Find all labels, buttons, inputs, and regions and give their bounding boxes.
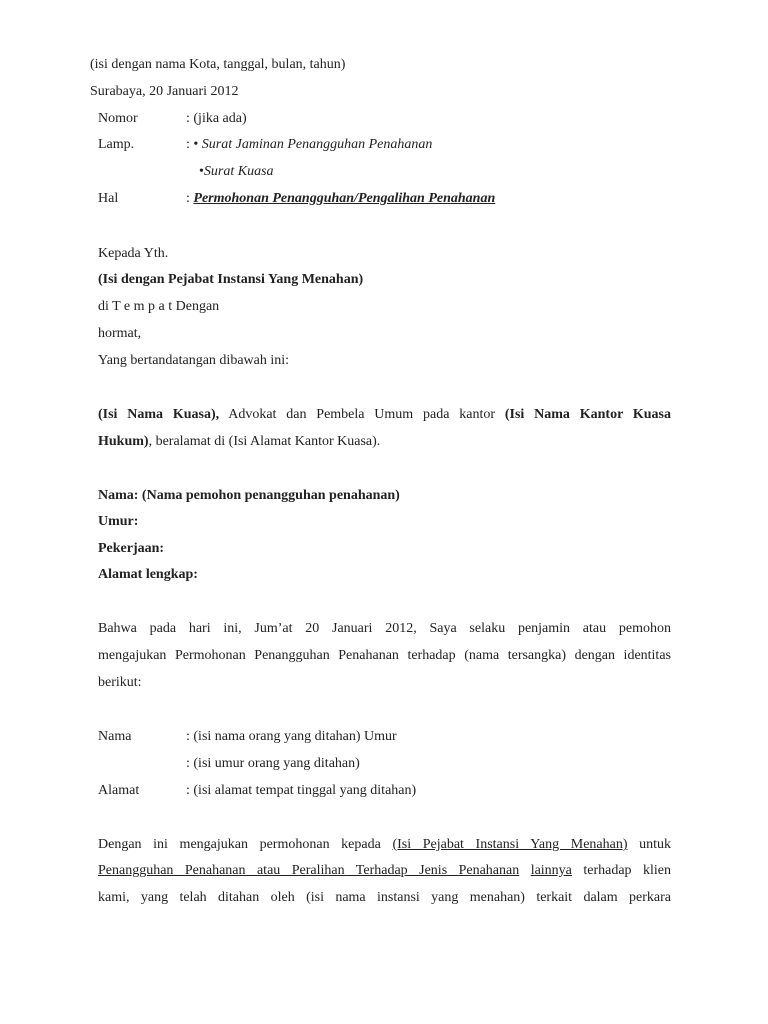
closing-line-3: kami, yang telah ditahan oleh (isi nama instansi yang menahan) terkait dalam perkara	[98, 890, 671, 905]
tersangka-nama-label: Nama	[98, 729, 132, 744]
pemohon-pekerjaan: Pekerjaan:	[98, 541, 165, 556]
lamp-item2-text: Surat Kuasa	[203, 164, 274, 179]
tersangka-nama-value: : (isi nama orang yang ditahan) Umur	[186, 729, 397, 744]
lamp-item1-text: Surat Jaminan Penangguhan Penahanan	[201, 137, 433, 152]
closing-lainnya: lainnya	[530, 863, 572, 878]
nomor-label: Nomor	[98, 111, 138, 126]
lamp-bullet: •	[199, 164, 204, 179]
bahwa-line-1: Bahwa pada hari ini, Jum’at 20 Januari 2012, Saya selaku penjamin atau pemohon	[98, 621, 671, 636]
kantor-name-cont: Hukum)	[98, 434, 149, 449]
pemohon-umur: Umur:	[98, 514, 139, 529]
lamp-item-1	[186, 136, 432, 154]
closing-line-1	[98, 836, 671, 854]
kantor-name: (Isi Nama Kantor Kuasa	[504, 407, 671, 422]
hal-colon: :	[186, 191, 190, 206]
addressee-pejabat: (Isi dengan Pejabat Instansi Yang Menahan)	[98, 272, 364, 287]
closing-pejabat: (Isi Pejabat Instansi Yang Menahan)	[392, 837, 628, 852]
lamp-label: Lamp.	[98, 137, 135, 152]
advokat-line-1	[98, 406, 671, 424]
closing-text-1b: untuk	[627, 837, 672, 852]
hal-label: Hal	[98, 191, 119, 206]
hormat: hormat,	[98, 326, 142, 341]
advokat-address: , beralamat di (Isi Alamat Kantor Kuasa).	[148, 434, 381, 449]
kepada-yth: Kepada Yth.	[98, 246, 169, 261]
bahwa-line-2: mengajukan Permohonan Penangguhan Penahanan terhadap (nama tersangka) dengan identitas	[98, 648, 671, 663]
pemohon-alamat: Alamat lengkap:	[98, 567, 198, 582]
lamp-item-2	[199, 163, 274, 181]
lamp-prefix: : •	[186, 137, 199, 152]
closing-penangguhan: Penangguhan Penahanan atau Peralihan Terhadap Jenis Penahanan	[98, 863, 520, 878]
closing-text-1a: Dengan ini mengajukan permohonan kepada	[98, 837, 393, 852]
closing-line-2	[98, 862, 671, 880]
bahwa-line-3: berikut:	[98, 675, 142, 690]
advokat-line-2	[98, 433, 380, 451]
kuasa-name: (Isi Nama Kuasa),	[98, 407, 220, 422]
pemohon-nama: Nama: (Nama pemohon penangguhan penahanan)	[98, 488, 400, 503]
closing-space	[519, 863, 530, 878]
di-tempat: di T e m p a t Dengan	[98, 299, 220, 314]
hal-value: Permohonan Penangguhan/Pengalihan Penahanan	[193, 191, 496, 206]
nomor-value: : (jika ada)	[186, 111, 247, 126]
closing-text-2b: terhadap klien	[571, 863, 671, 878]
header-instruction: (isi dengan nama Kota, tanggal, bulan, tahun)	[90, 57, 346, 72]
advokat-text: Advokat dan Pembela Umum pada kantor	[219, 407, 505, 422]
intro-line: Yang bertandatangan dibawah ini:	[98, 353, 290, 368]
tersangka-umur-value: : (isi umur orang yang ditahan)	[186, 756, 360, 771]
tersangka-alamat-value: : (isi alamat tempat tinggal yang ditahan)	[186, 783, 417, 798]
tersangka-alamat-label: Alamat	[98, 783, 140, 798]
place-date: Surabaya, 20 Januari 2012	[90, 84, 239, 99]
hal-row	[186, 190, 495, 208]
